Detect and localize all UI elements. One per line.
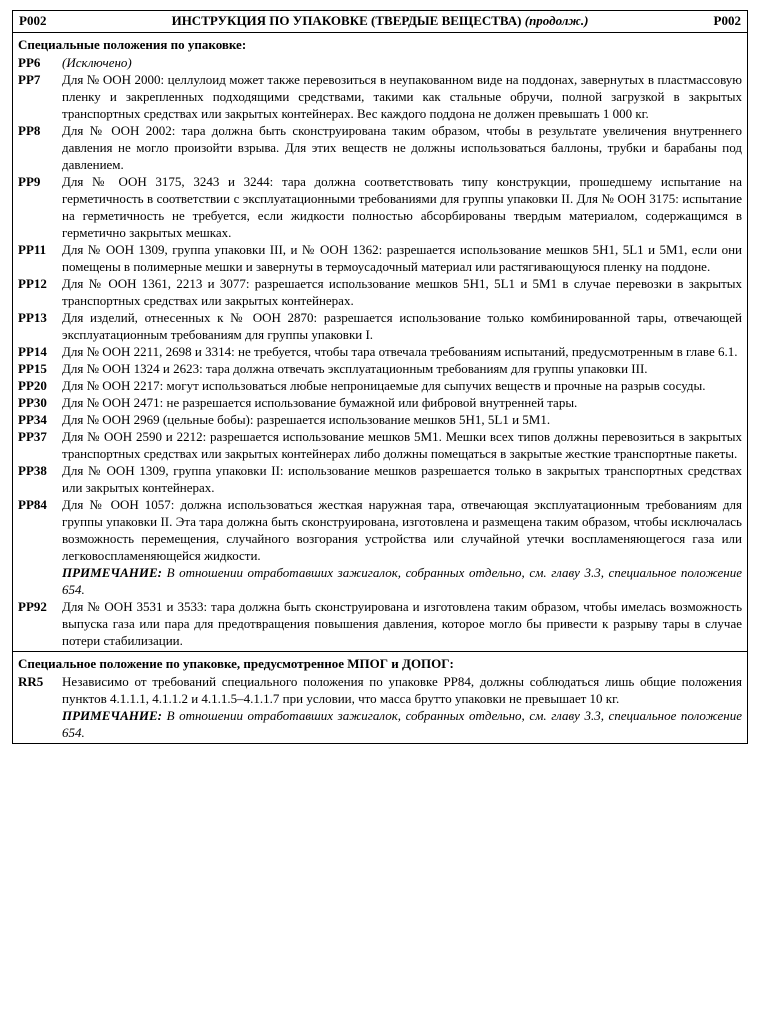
header-title-main: ИНСТРУКЦИЯ ПО УПАКОВКЕ (ТВЕРДЫЕ ВЕЩЕСТВА) xyxy=(171,13,522,28)
provision-text: Для изделий, отнесенных к № ООН 2870: разрешается использование только комбинированной тары, отвечающей эксплуатационным требованиям для группы упаковки I. xyxy=(62,310,742,342)
note-text: В отношении отработавших зажигалок, собранных отдельно, см. главу 3.3, специальное положение 654. xyxy=(62,565,743,597)
provision-code: PP12 xyxy=(18,276,47,291)
provision-text: Для № ООН 3531 и 3533: тара должна быть сконструирована и изготовлена таким образом, чтобы имелась возможность выпуска газа или пара для предотвращения повышения давления, которое могло бы привести к разрыву тары в случае потери стабилизации. xyxy=(62,599,742,648)
provision-row-pp92 xyxy=(18,598,742,649)
provision-row-pp20 xyxy=(18,377,742,394)
note-rr5 xyxy=(62,707,742,741)
table-header xyxy=(13,11,747,33)
provision-row-pp30 xyxy=(18,394,742,411)
provision-row-pp12 xyxy=(18,275,742,309)
provision-text: Для № ООН 1057: должна использоваться жесткая наружная тара, отвечающая эксплуатационным требованиям для группы упаковки II. Эта тара должна быть сконструирована, изготовлена и размещена таким образом, чтобы исключалась возможность перемещения, случайного возгорания устройства или случайной утечки воспламеняющегося газа или легковоспламеняющейся жидкости. xyxy=(62,497,742,563)
provision-code: PP30 xyxy=(18,395,47,410)
provision-row-pp8 xyxy=(18,122,742,173)
provision-row-pp9 xyxy=(18,173,742,241)
provision-code: PP11 xyxy=(18,242,47,257)
provision-text: Для № ООН 1309, группа упаковки II: использование мешков разрешается только в закрытых транспортных средствах или закрытых контейнерах. xyxy=(62,463,742,495)
provision-text: Для № ООН 2969 (цельные бобы): разрешается использование мешков 5H1, 5L1 и 5M1. xyxy=(62,412,551,427)
provision-row-pp38 xyxy=(18,462,742,496)
provision-row-pp11 xyxy=(18,241,742,275)
header-title-suffix: (продолж.) xyxy=(524,13,589,28)
note-label: ПРИМЕЧАНИЕ: xyxy=(62,565,163,580)
packing-instruction-table xyxy=(12,10,748,744)
provision-code: PP37 xyxy=(18,429,47,444)
provision-text: Для № ООН 2217: могут использоваться любые непроницаемые для сыпучих веществ и прочные на разрыв сосуды. xyxy=(62,378,706,393)
provision-code: PP13 xyxy=(18,310,47,325)
provision-code: PP20 xyxy=(18,378,47,393)
provision-code: PP9 xyxy=(18,174,41,189)
header-left-code: P002 xyxy=(19,13,47,28)
provision-row-pp7 xyxy=(18,71,742,122)
provision-row-pp84 xyxy=(18,496,742,564)
provision-row-pp37 xyxy=(18,428,742,462)
section-title: Специальное положение по упаковке, предусмотренное МПОГ и ДОПОГ: xyxy=(18,656,454,671)
provision-text: Для № ООН 1361, 2213 и 3077: разрешается использование мешков 5H1, 5L1 и 5M1 в случае перевозки в закрытых транспортных средствах или закрытых контейнерах. xyxy=(62,276,742,308)
provision-text: Для № ООН 2002: тара должна быть сконструирована таким образом, чтобы в результате увеличения внутреннего давления не могло произойти взрыва. Для этих веществ не должны использоваться баллоны, трубки и барабаны под давлением. xyxy=(62,123,742,172)
provision-text: Для № ООН 3175, 3243 и 3244: тара должна соответствовать типу конструкции, прошедшему испытание на герметичность в соответствии с эксплуатационными требованиями для группы упаковки II. Для № ООН 3175: испытание на герметичность не требуется, если жидкости полностью абсорбированы твердым материалом, содержащимся в герметично закрытых мешках. xyxy=(62,174,742,240)
section-rid-adr-provision xyxy=(13,651,747,743)
header-title xyxy=(46,13,713,29)
provision-code: PP38 xyxy=(18,463,47,478)
provision-text: Для № ООН 2000: целлулоид может также перевозиться в неупакованном виде на поддонах, завернутых в пластмассовую пленку и закрепленных подходящими средствами, такими как стальные обручи, полной загрузкой в закрытых транспортных средствах или закрытых контейнерах. Вес каждого поддона не должен превышать 1 000 кг. xyxy=(62,72,742,121)
provision-row-pp15 xyxy=(18,360,742,377)
provision-text: Для № ООН 2590 и 2212: разрешается использование мешков 5M1. Мешки всех типов должны перевозиться в закрытых транспортных средствах или закрытых контейнерах либо должны помещаться в закрытые жесткие транспортные пакеты. xyxy=(62,429,742,461)
provision-row-rr5 xyxy=(18,673,742,707)
provision-code: PP14 xyxy=(18,344,47,359)
note-label: ПРИМЕЧАНИЕ: xyxy=(62,708,163,723)
provision-code: RR5 xyxy=(18,674,44,689)
provision-row-pp13 xyxy=(18,309,742,343)
provision-code: PP6 xyxy=(18,55,41,70)
provision-text: Для № ООН 1309, группа упаковки III, и № ООН 1362: разрешается использование мешков 5H1, 5L1 и 5M1, если они помещены в полимерные мешки и завернуты в термоусадочный материал или растягивающуюся пленку на поддоне. xyxy=(62,242,742,274)
section-title: Специальные положения по упаковке: xyxy=(18,37,247,52)
provision-text: Для № ООН 2471: не разрешается использование бумажной или фибровой внутренней тары. xyxy=(62,395,578,410)
note-pp84 xyxy=(62,564,742,598)
provision-text: Для № ООН 2211, 2698 и 3314: не требуется, чтобы тара отвечала требованиям испытаний, предусмотренным в главе 6.1. xyxy=(62,344,738,359)
provision-row-pp14 xyxy=(18,343,742,360)
provision-code: PP84 xyxy=(18,497,47,512)
header-right-code: P002 xyxy=(713,13,741,28)
provision-code: PP8 xyxy=(18,123,41,138)
provision-row-pp6 xyxy=(18,54,742,71)
provision-row-pp34 xyxy=(18,411,742,428)
note-text: В отношении отработавших зажигалок, собранных отдельно, см. главу 3.3, специальное положение 654. xyxy=(62,708,743,740)
provision-code: PP7 xyxy=(18,72,41,87)
provision-code: PP15 xyxy=(18,361,47,376)
provision-text: (Исключено) xyxy=(62,55,132,70)
provision-code: PP34 xyxy=(18,412,47,427)
provision-code: PP92 xyxy=(18,599,47,614)
provision-text: Независимо от требований специального положения по упаковке PP84, должны соблюдаться лишь общие положения пунктов 4.1.1.1, 4.1.1.2 и 4.1.1.5–4.1.1.7 при условии, что масса брутто упаковки не превышает 10 кг. xyxy=(62,674,742,706)
section-special-provisions xyxy=(13,33,747,651)
provision-text: Для № ООН 1324 и 2623: тара должна отвечать эксплуатационным требованиям для группы упаковки III. xyxy=(62,361,648,376)
